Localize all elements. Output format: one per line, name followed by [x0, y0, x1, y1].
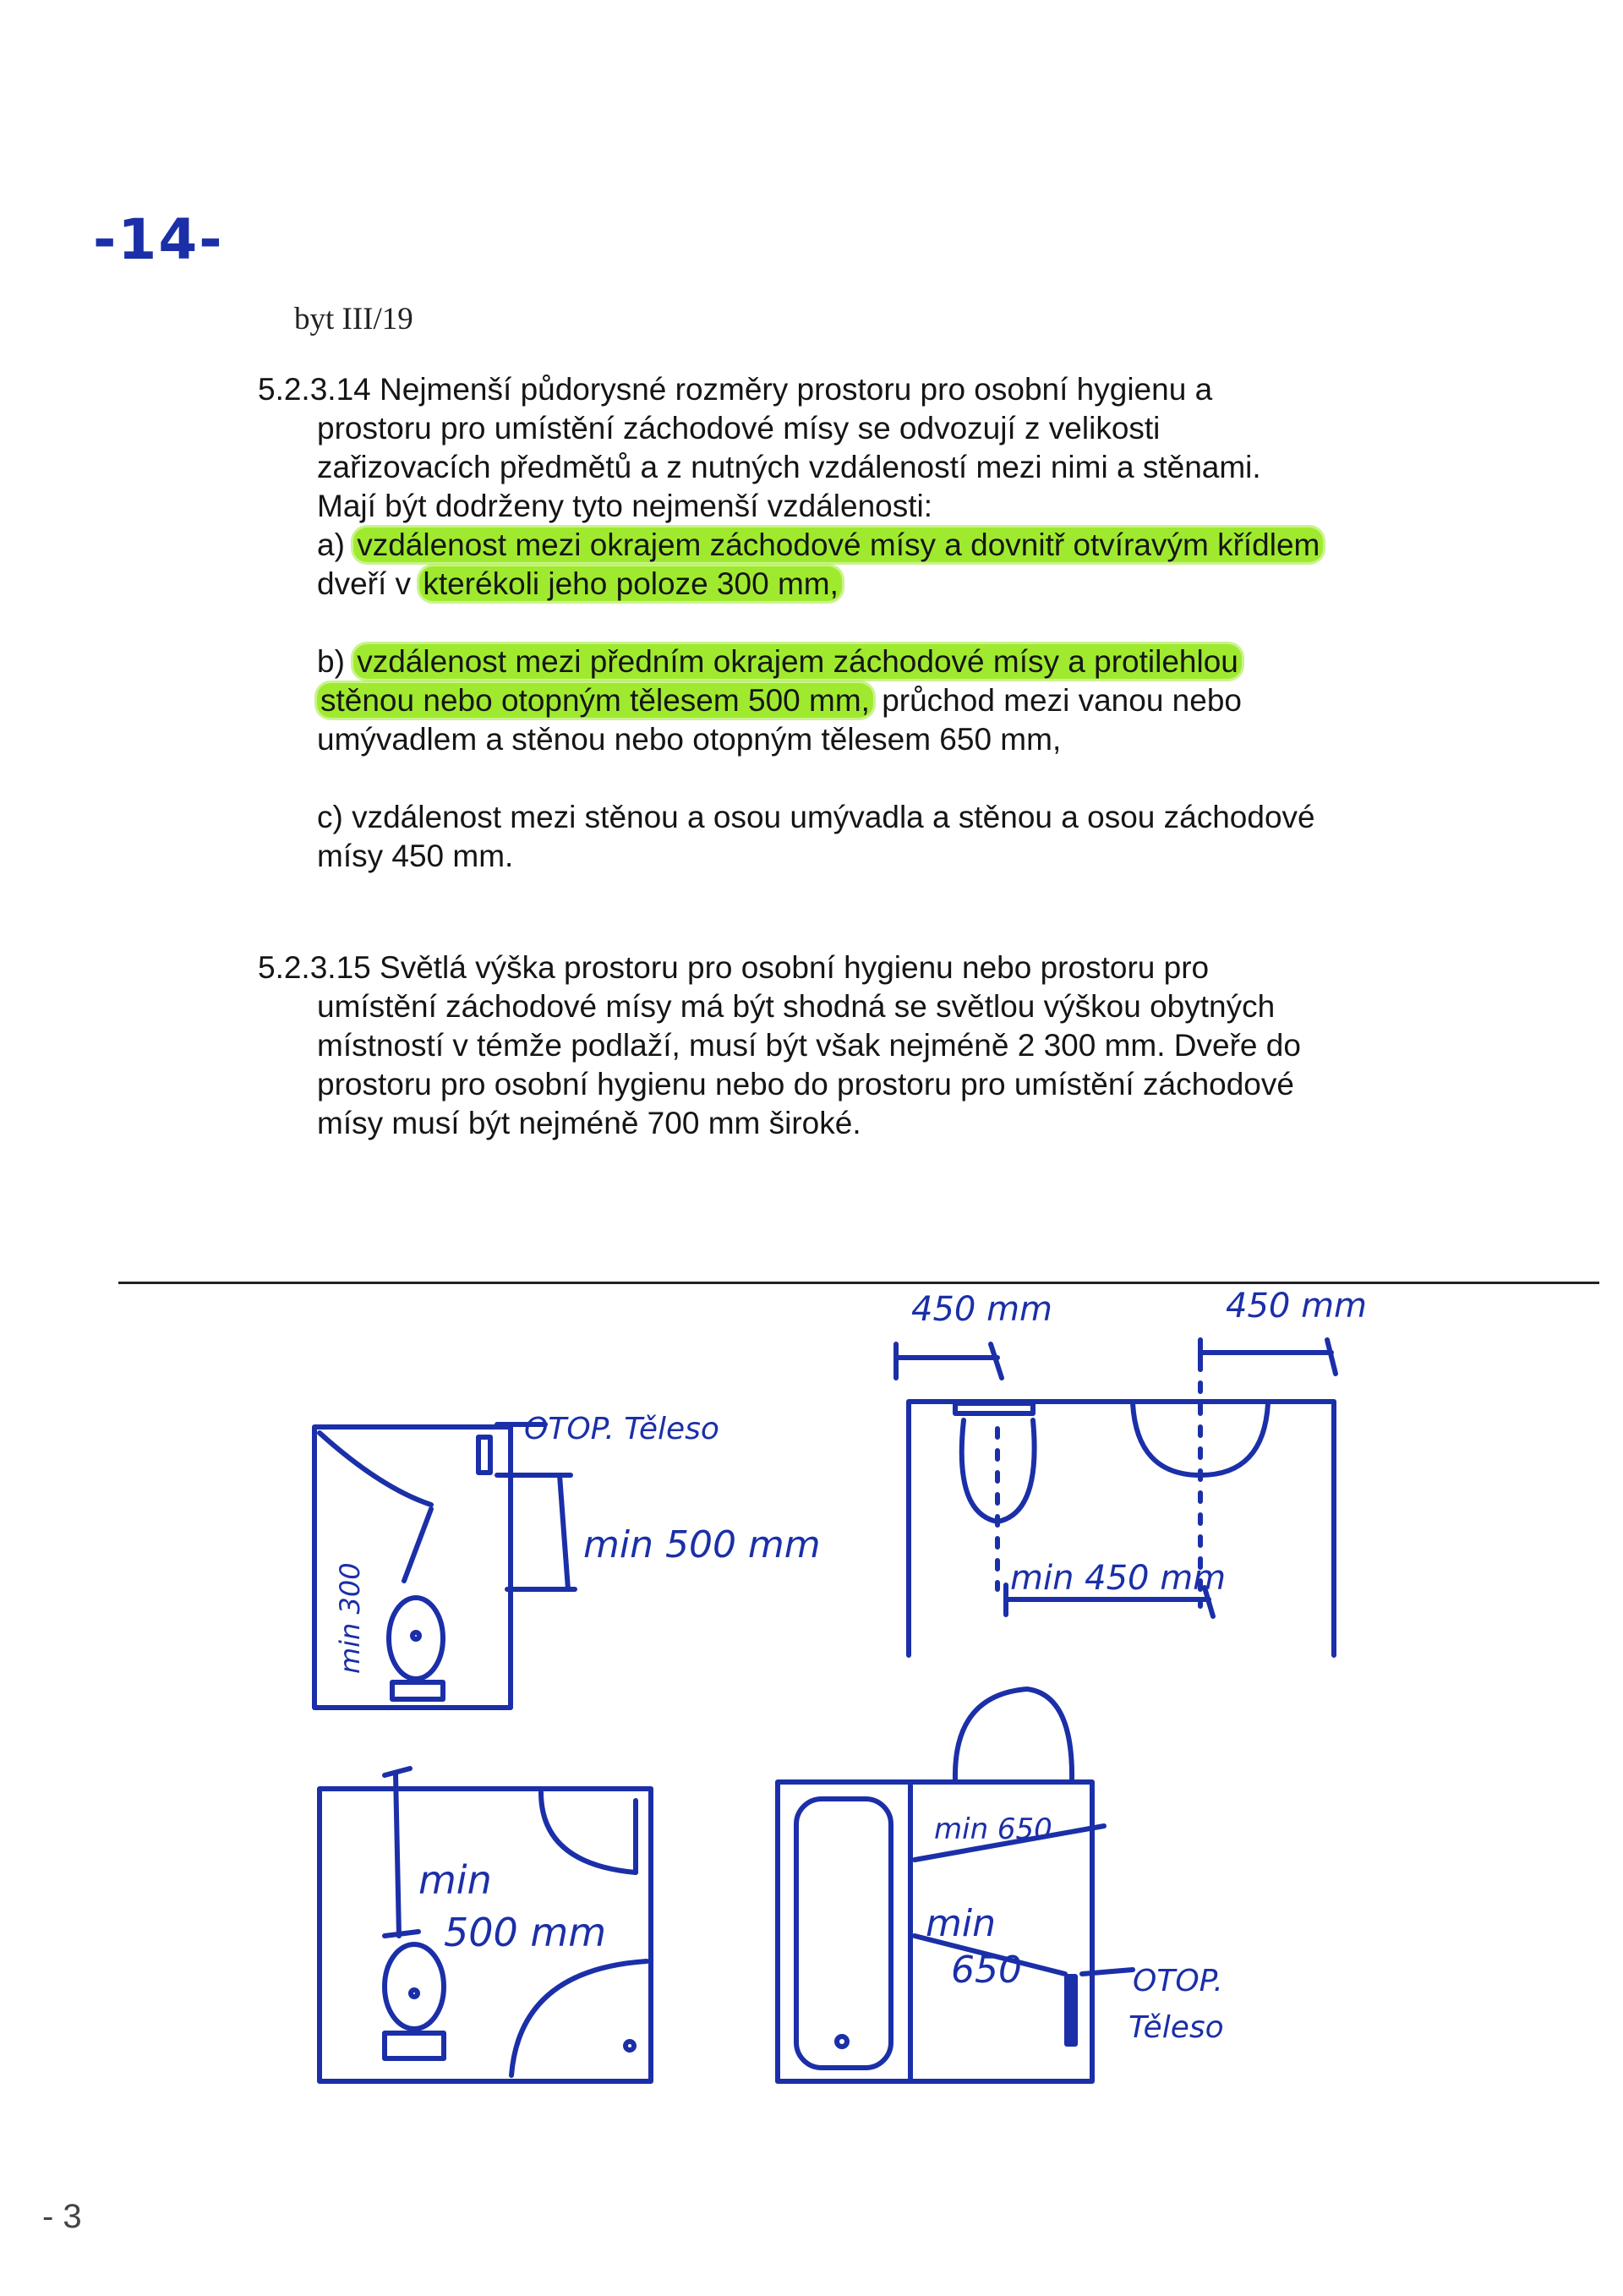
dimension-tick	[385, 1932, 418, 1936]
min-650-top-label: min 650	[934, 1812, 1052, 1846]
radiator-icon	[478, 1437, 490, 1473]
min-500-label-b2: 500 mm	[444, 1910, 607, 1955]
section-14-number: 5.2.3.14	[258, 372, 371, 407]
toilet-tank-icon	[385, 2033, 444, 2058]
radiator-icon	[1067, 1976, 1075, 2044]
floor-drain-dot	[626, 2042, 634, 2050]
item-b-line-2: stěnou nebo otopným tělesem 500 mm, průchod mezi vanou nebo	[258, 681, 1543, 720]
section-15-line: prostoru pro osobní hygienu nebo do prostoru pro umístění záchodové	[317, 1067, 1294, 1102]
min-450-label: min 450 mm	[1010, 1559, 1227, 1598]
item-b-line-1: b) vzdálenost mezi předním okrajem záchodové mísy a protilehlou	[258, 642, 1543, 681]
dim-450-right: 450 mm	[1226, 1287, 1367, 1326]
dimension-tick	[991, 1344, 1002, 1378]
toilet-tank-icon	[392, 1682, 443, 1699]
highlight: vzdálenost mezi předním okrajem záchodové mísy a protilehlou	[353, 644, 1242, 679]
min-500-label: min 500 mm	[583, 1523, 821, 1566]
bathtub-icon	[796, 1799, 891, 2068]
min-500-label-b1: min	[418, 1857, 492, 1903]
dimension-line	[396, 1774, 399, 1936]
margin-mark: - 3	[42, 2198, 82, 2235]
radiator-label-2b: Těleso	[1128, 2010, 1224, 2045]
dimension-line	[404, 1509, 431, 1581]
door-swing-arc	[541, 1792, 636, 1872]
item-c-line-1: c) vzdálenost mezi stěnou a osou umývadla a stěnou a osou záchodové	[317, 800, 1315, 834]
item-b-line-3: umývadlem a stěnou nebo otopným tělesem 650 mm,	[317, 722, 1062, 757]
min-650-mid-label-2: 650	[951, 1949, 1022, 1992]
highlight: kterékoli jeho poloze 300 mm,	[419, 566, 842, 601]
dimension-tick	[1327, 1340, 1336, 1374]
room-outline	[909, 1402, 1334, 1655]
dimension-tick	[385, 1768, 410, 1775]
highlight: vzdálenost mezi okrajem záchodové mísy a dovnitř otvíravým křídlem	[353, 528, 1323, 562]
document-reference: byt III/19	[294, 302, 413, 336]
basin-rim	[955, 1403, 1033, 1413]
radiator-label-2a: OTOP.	[1133, 1964, 1223, 1998]
toilet-bowl-icon	[385, 1944, 444, 2029]
item-c-line-2: mísy 450 mm.	[317, 839, 514, 873]
min-650-mid-label-1: min	[926, 1902, 996, 1945]
radiator-label: OTOP. Těleso	[524, 1412, 719, 1446]
door-swing-arc	[955, 1689, 1072, 1782]
door-swing-arc	[511, 1961, 647, 2075]
section-14-line: Mají být dodrženy tyto nejmenší vzdálenosti:	[317, 489, 933, 523]
door-swing-arc	[320, 1433, 431, 1505]
section-15-number: 5.2.3.15	[258, 950, 371, 985]
section-14-line: prostoru pro umístění záchodové mísy se odvozují z velikosti	[317, 411, 1161, 446]
drain-dot	[413, 1632, 419, 1639]
dimension-line	[560, 1475, 568, 1589]
section-14-line: zařizovacích předmětů a z nutných vzdáleností mezi nimi a stěnami.	[317, 450, 1261, 484]
tub-drain	[837, 2036, 847, 2047]
section-15-first-line: 5.2.3.15 Světlá výška prostoru pro osobní hygienu nebo prostoru pro	[258, 950, 1210, 985]
drain-dot	[411, 1990, 418, 1997]
section-14-first-line: 5.2.3.14 Nejmenší půdorysné rozměry prostoru pro osobní hygienu a	[258, 372, 1213, 407]
min-300-label: min 300	[334, 1562, 366, 1674]
sketch-washbasins	[896, 1340, 1336, 1655]
sketch-bathroom	[778, 1689, 1133, 2081]
dim-450-left: 450 mm	[911, 1290, 1052, 1329]
highlight: stěnou nebo otopným tělesem 500 mm,	[317, 683, 873, 718]
page-number: -14-	[93, 207, 224, 272]
section-15-line: místností v témže podlaží, musí být však nejméně 2 300 mm. Dveře do	[317, 1028, 1301, 1063]
section-15-line: mísy musí být nejméně 700 mm široké.	[317, 1106, 861, 1140]
section-15-line: umístění záchodové mísy má být shodná se světlou výškou obytných	[317, 989, 1276, 1024]
item-a-line-1: a) vzdálenost mezi okrajem záchodové mísy a dovnitř otvíravým křídlem	[258, 526, 1543, 565]
item-a-line-2: dveří v kterékoli jeho poloze 300 mm,	[258, 565, 1543, 604]
